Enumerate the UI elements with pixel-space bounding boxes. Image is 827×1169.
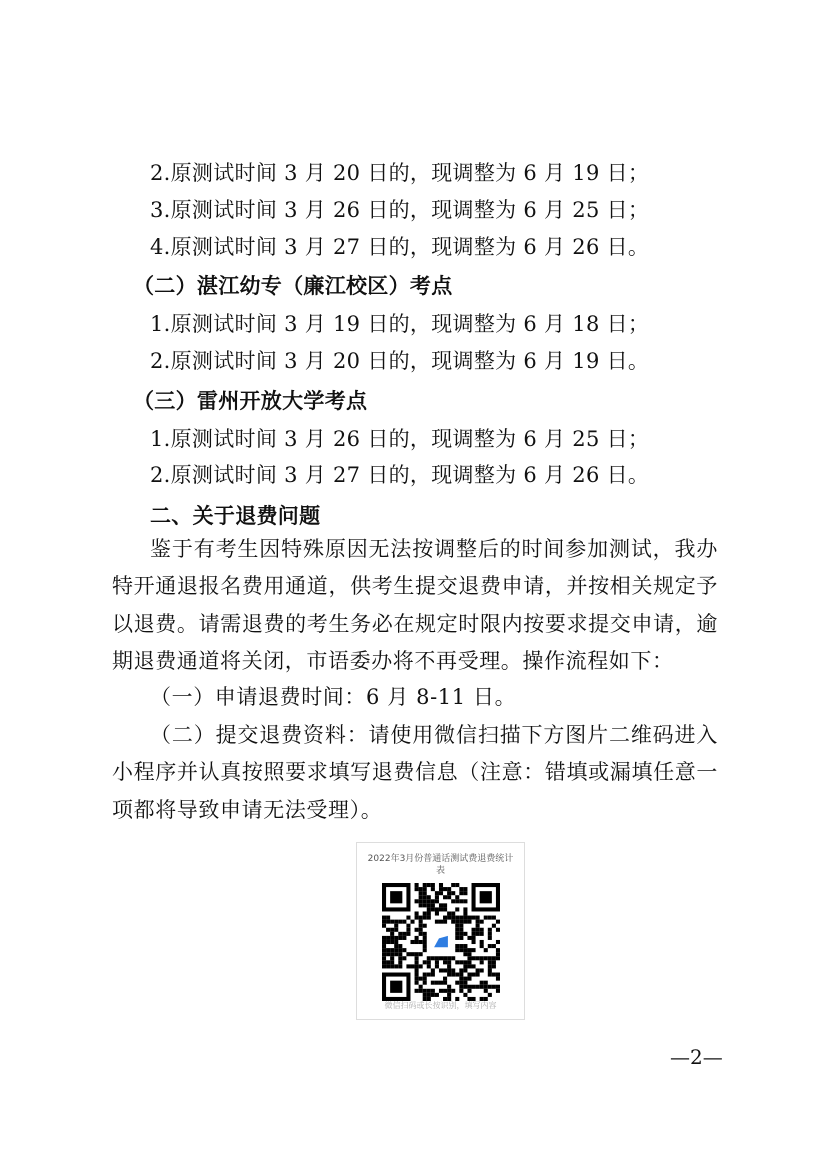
chapter-heading-refund: 二、关于退费问题 <box>150 504 321 528</box>
section-heading-3: （三）雷州开放大学考点 <box>133 389 368 413</box>
line-1: 2.原测试时间 3 月 20 日的，现调整为 6 月 19 日； <box>150 161 650 185</box>
line-3: 4.原测试时间 3 月 27 日的，现调整为 6 月 26 日。 <box>150 235 650 259</box>
qr-footer: 微信扫码或长按识别，填写内容 <box>384 1001 497 1010</box>
qr-code-icon <box>382 883 500 1001</box>
paragraph-refund-intro: 鉴于有考生因特殊原因无法按调整后的时间参加测试，我办特开通退报名费用通道，供考生提交退费申请，并按相关规定予以退费。请需退费的考生务必在规定时限内按要求提交申请，逾期退费通道将关闭，市语委办将不再受理。操作流程如下： <box>112 537 718 673</box>
line-8: 1.原测试时间 3 月 26 日的，现调整为 6 月 25 日； <box>150 427 650 451</box>
qr-code-card[interactable] <box>356 842 525 1020</box>
qr-title: 2022年3月份普通话测试费退费统计表 <box>367 854 514 876</box>
line-6: 2.原测试时间 3 月 20 日的，现调整为 6 月 19 日。 <box>150 349 650 373</box>
line-2: 3.原测试时间 3 月 26 日的，现调整为 6 月 25 日； <box>150 198 650 222</box>
line-5: 1.原测试时间 3 月 19 日的，现调整为 6 月 18 日； <box>150 312 650 336</box>
line-9: 2.原测试时间 3 月 27 日的，现调整为 6 月 26 日。 <box>150 463 650 487</box>
paragraph-refund-time: （一）申请退费时间：6 月 8-11 日。 <box>150 685 517 709</box>
page-number: —2— <box>670 1045 723 1069</box>
paragraph-refund-materials: （二）提交退费资料：请使用微信扫描下方图片二维码进入小程序并认真按照要求填写退费信息（注意：错填或漏填任意一项都将导致申请无法受理）。 <box>112 723 718 822</box>
section-heading-2: （二）湛江幼专（廉江校区）考点 <box>133 274 453 298</box>
